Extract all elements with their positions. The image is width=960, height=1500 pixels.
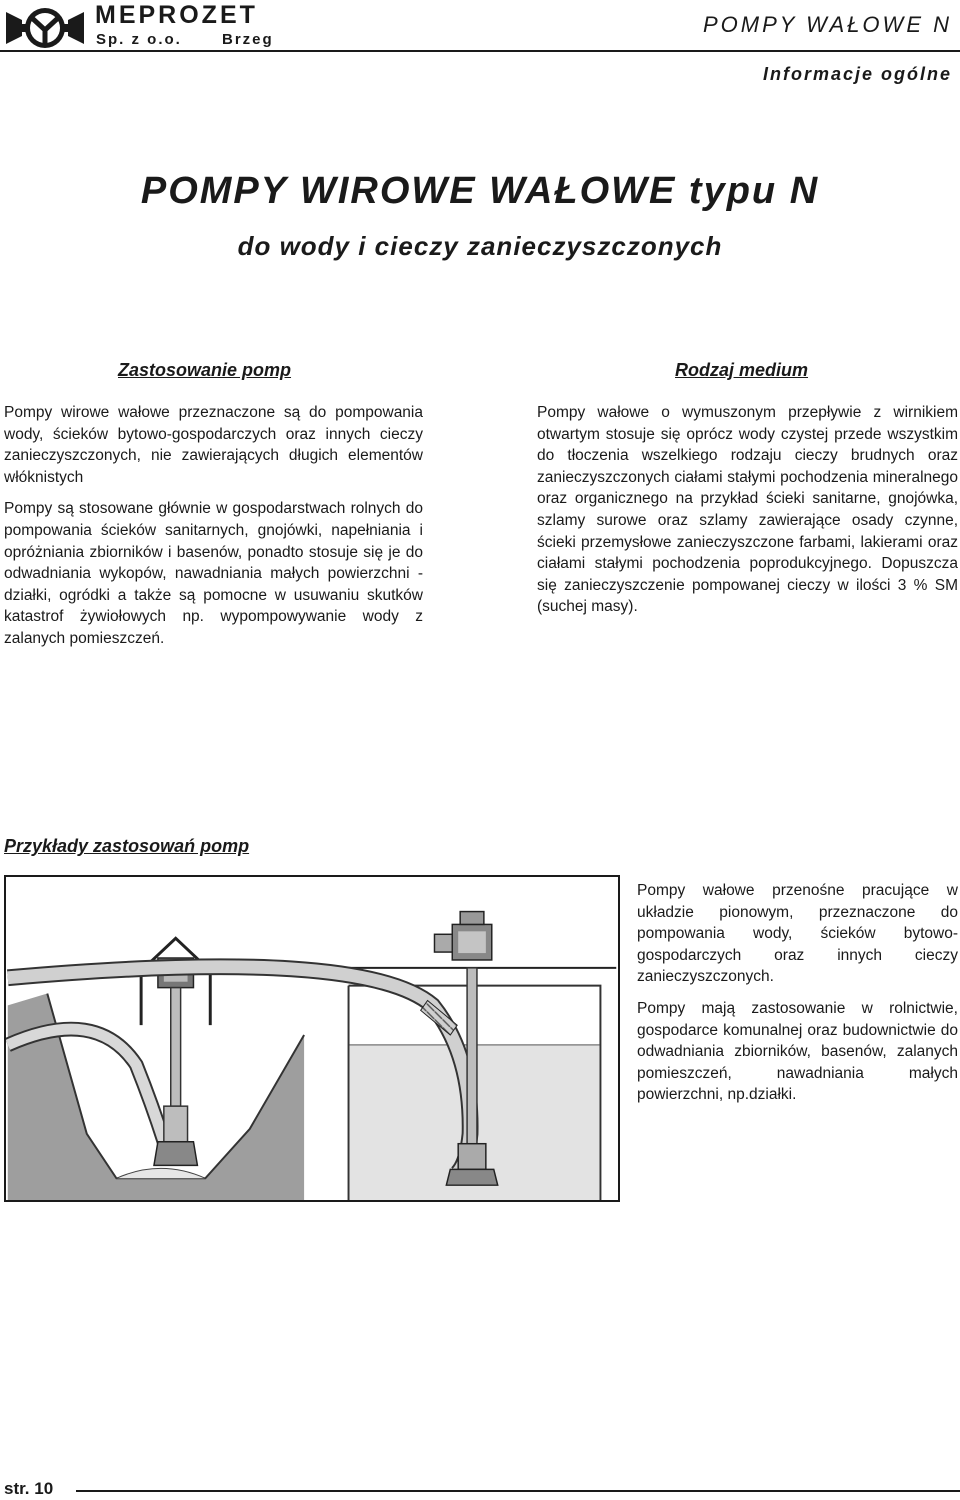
section-body-rodzaj-medium: [537, 402, 958, 628]
section-heading-przyklady: Przykłady zastosowań pomp: [4, 836, 250, 856]
page-subtitle: do wody i cieczy zanieczyszczonych: [237, 231, 723, 261]
company-logo-icon: [4, 6, 86, 50]
company-name: MEPROZET: [95, 1, 258, 29]
page-number: str. 10: [4, 1479, 54, 1498]
paragraph: Pompy wałowe przenośne pracujące w układzie pionowym, przeznaczone do pompowania wody, ścieków bytowo-gospodarczych oraz innych cieczy zanieczyszczonych.: [637, 882, 958, 986]
header-subtitle: Informacje ogólne: [762, 64, 952, 84]
company-city: Brzeg: [222, 31, 274, 48]
footer-divider: [76, 1490, 960, 1492]
section-heading-rodzaj-medium: Rodzaj medium: [675, 360, 809, 380]
header-title: POMPY WAŁOWE N: [702, 12, 952, 37]
paragraph: Pompy są stosowane głównie w gospodarstwach rolnych do pompowania ścieków sanitarnych, gnojówki, napełniania i opróżniania zbiorników i basenów, ponadto stosuje się je do odwadniania wykopów, nawadniania małych powierzchni - działki, ogródki a także są pomocne w usuwaniu skutków katastrof żywiołowych np. wypompowywanie wody z zalanych pomieszczeń.: [4, 500, 423, 647]
paragraph: Pompy wałowe o wymuszonym przepływie z wirnikiem otwartym stosuje się oprócz wody czystej przede wszystkim do tłoczenia wszelkiego rodzaju cieczy brudnych oraz zanieczyszczonych ciałami stałymi pochodzenia mineralnego oraz organicznego na przykład ścieki sanitarne, gnojówka, szlamy surowe oraz szlamy zawierające osady czynne, ścieki przemysłowe zanieczyszczone farbami, lakierami oraz ciałami stałymi pochodzenia poprodukcyjnego. Dopuszcza się zanieczyszczenie pompowanej cieczy w ilości 3 % SM (suchej masy).: [537, 404, 958, 616]
company-legal-form: Sp. z o.o.: [96, 31, 182, 48]
section-heading-zastosowanie: Zastosowanie pomp: [118, 360, 292, 380]
section-body-przyklady: [637, 880, 958, 1116]
section-body-zastosowanie: [4, 402, 423, 660]
pump-installation-illustration: [4, 875, 620, 1202]
page-title: POMPY WIROWE WAŁOWE typu N: [140, 170, 820, 212]
header-divider: [0, 50, 960, 52]
paragraph: Pompy wirowe wałowe przeznaczone są do pompowania wody, ścieków bytowo-gospodarczych oraz innych cieczy zanieczyszczonych, nie zawierających długich elementów włóknistych: [4, 404, 423, 486]
paragraph: Pompy mają zastosowanie w rolnictwie, gospodarce komunalnej oraz budownictwie do odwadniania zbiorników, basenów, zalanych pomieszczeń, nawadniania małych powierzchni, np.działki.: [637, 999, 958, 1104]
